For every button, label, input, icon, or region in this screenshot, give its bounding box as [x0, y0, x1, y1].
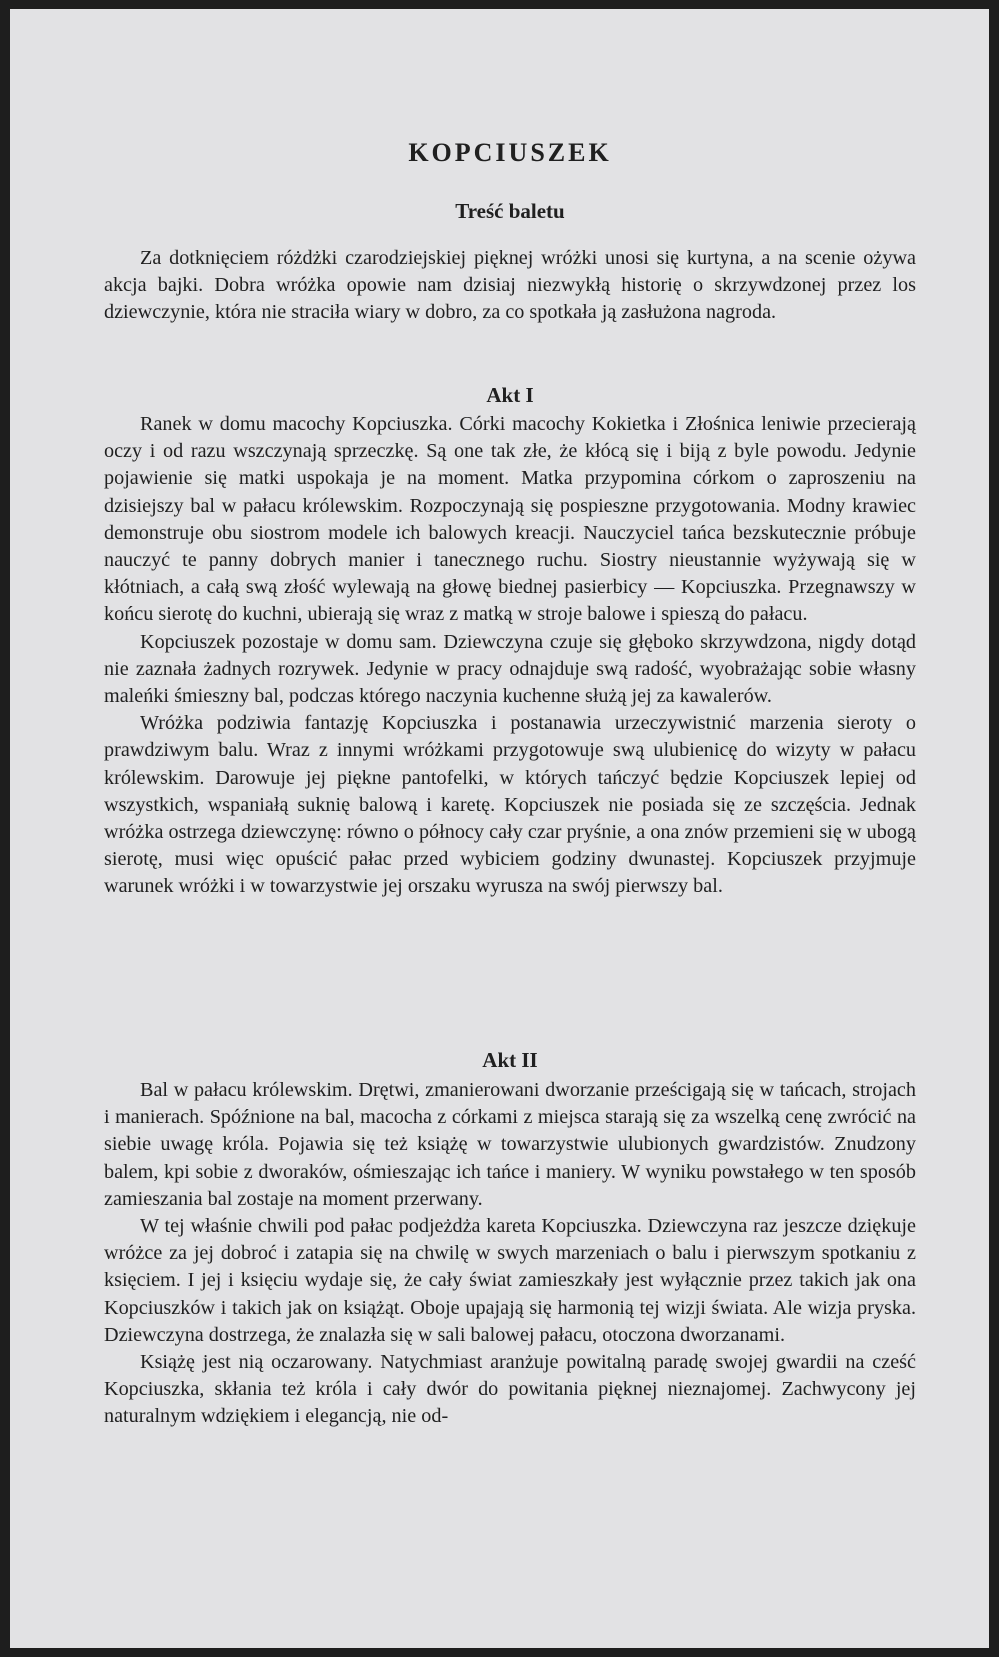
act2-section	[104, 1077, 916, 1431]
act1-section	[104, 411, 916, 901]
document-title: KOPCIUSZEK	[408, 138, 612, 167]
intro-paragraph: Za dotknięciem różdżki czarodziejskiej pięknej wróżki unosi się kurtyna, a na scenie ożywa akcja bajki. Dobra wróżka opowie nam dzisiaj niezwykłą historię o skrzywdzonej przez los dziewczynie, która nie straciła wiary w dobro, za co spotkała ją zasłużona nagroda.	[104, 247, 916, 324]
act2-paragraph-3: Książę jest nią oczarowany. Natychmiast aranżuje powitalną paradę swojej gwardii na cześć Kopciuszka, skłania też króla i cały dwór do powitania pięknej nieznajomej. Zachwycony jej naturalnym wdziękiem i elegancją, nie od-	[104, 1351, 916, 1428]
act1-paragraph-2: Kopciuszek pozostaje w domu sam. Dziewczyna czuje się głęboko skrzywdzona, nigdy dotąd nie zaznała żadnych rozrywek. Jedynie w pracy odnajduje swą radość, wyobrażając sobie własny maleńki śmieszny bal, podczas którego naczynia kuchenne służą jej za kawalerów.	[104, 630, 916, 708]
act2-paragraph-2: W tej właśnie chwili pod pałac podjeżdża kareta Kopciuszka. Dziewczyna raz jeszcze dziękuje wróżce za jej dobroć i zatapia się na chwilę w swych marzeniach o balu i pierwszym spotkaniu z księciem. I jej i księciu wydaje się, że cały świat zamieszkały jest wyłącznie przez takich jak ona Kopciuszków i takich jak on książąt. Oboje upajają się harmonią tej wizji świata. Ale wizja pryska. Dziewczyna dostrzega, że znalazła się w sali balowej pałacu, otoczona dworzanami.	[104, 1215, 916, 1346]
document-page	[10, 9, 989, 1648]
document-subtitle: Treść baletu	[455, 199, 565, 223]
act2-heading: Akt II	[482, 1048, 538, 1072]
intro-section	[104, 245, 916, 327]
act2-paragraph-1: Bal w pałacu królewskim. Drętwi, zmanierowani dworzanie prześcigają się w tańcach, strojach i manierach. Spóźnione na bal, macocha z córkami z miejsca starają się za wszelką cenę zwrócić na siebie uwagę króla. Pojawia się też książę w towarzystwie ulubionych gwardzistów. Znudzony balem, kpi sobie z dworaków, ośmieszając ich tańce i maniery. W wyniku powstałego w ten sposób zamieszania bal zostaje na moment przerwany.	[104, 1079, 916, 1210]
act1-paragraph-3: Wróżka podziwia fantazję Kopciuszka i postanawia urzeczywistnić marzenia sieroty o prawdziwym balu. Wraz z innymi wróżkami przygotowuje swą ulubienicę do wizyty w pałacu królewskim. Darowuje jej piękne pantofelki, w których tańczyć będzie Kopciuszek lepiej od wszystkich, wspaniałą suknię balową i karetę. Kopciuszek nie posiada się ze szczęścia. Jednak wróżka ostrzega dziewczynę: równo o północy cały czar pryśnie, a ona znów przemieni się w ubogą sierotę, musi więc opuścić pałac przed wybiciem godziny dwunastej. Kopciuszek przyjmuje warunek wróżki i w towarzystwie jej orszaku wyrusza na swój pierwszy bal.	[104, 712, 916, 898]
act1-heading: Akt I	[486, 383, 534, 407]
act1-paragraph-1: Ranek w domu macochy Kopciuszka. Córki macochy Kokietka i Złośnica leniwie przecierają oczy i od razu wszczynają sprzeczkę. Są one tak złe, że kłócą się i biją z byle powodu. Jedynie pojawienie się matki uspokaja je na moment. Matka przypomina córkom o zaproszeniu na dzisiejszy bal w pałacu królewskim. Rozpoczynają się pospieszne przygotowania. Modny krawiec demonstruje obu siostrom modele ich balowych kreacji. Nauczyciel tańca bezskutecznie próbuje nauczyć te panny dobrych manier i tanecznego ruchu. Siostry nieustannie wyżywają się w kłótniach, a całą swą złość wylewają na głowę biednej pasierbicy — Kopciuszka. Przegnawszy w końcu sierotę do kuchni, ubierają się wraz z matką w stroje balowe i spieszą do pałacu.	[104, 413, 916, 626]
